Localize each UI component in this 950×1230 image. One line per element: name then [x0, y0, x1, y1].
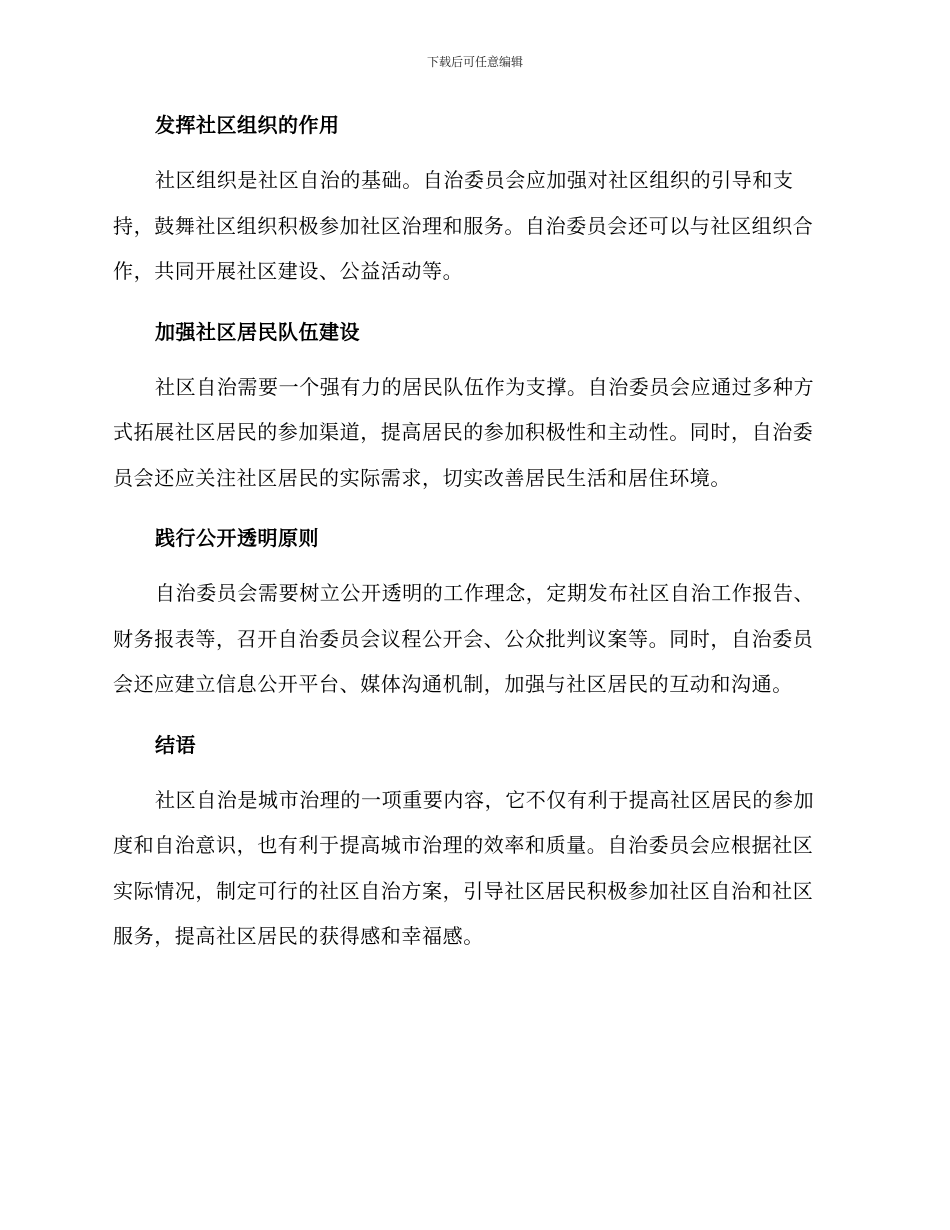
section-community-organizations	[113, 110, 833, 295]
section-paragraph: 社区自治需要一个强有力的居民队伍作为支撑。自治委员会应通过多种方式拓展社区居民的参加渠道，提高居民的参加积极性和主动性。同时，自治委员会还应关注社区居民的实际需求，切实改善居民生活和居住环境。	[113, 374, 815, 490]
section-paragraph: 自治委员会需要树立公开透明的工作理念，定期发布社区自治工作报告、财务报表等，召开自治委员会议程公开会、公众批判议案等。同时，自治委员会还应建立信息公开平台、媒体沟通机制，加强与社区居民的互动和沟通。	[113, 581, 815, 696]
section-heading: 结语	[155, 732, 196, 757]
section-paragraph: 社区自治是城市治理的一项重要内容，它不仅有利于提高社区居民的参加度和自治意识，也有利于提高城市治理的效率和质量。自治委员会应根据社区实际情况，制定可行的社区自治方案，引导社区居民积极参加社区自治和社区服务，提高社区居民的获得感和幸福感。	[113, 787, 815, 948]
section-heading: 发挥社区组织的作用	[155, 113, 340, 137]
section-transparency	[113, 523, 833, 708]
section-paragraph: 社区组织是社区自治的基础。自治委员会应加强对社区组织的引导和支持，鼓舞社区组织积极参加社区治理和服务。自治委员会还可以与社区组织合作，共同开展社区建设、公益活动等。	[113, 168, 814, 283]
section-heading: 加强社区居民队伍建设	[155, 319, 360, 344]
section-resident-team	[113, 317, 833, 502]
section-heading: 践行公开透明原则	[155, 526, 319, 550]
document-body	[113, 110, 833, 982]
section-conclusion	[113, 730, 833, 960]
page-header: 下载后可任意编辑	[426, 55, 523, 69]
